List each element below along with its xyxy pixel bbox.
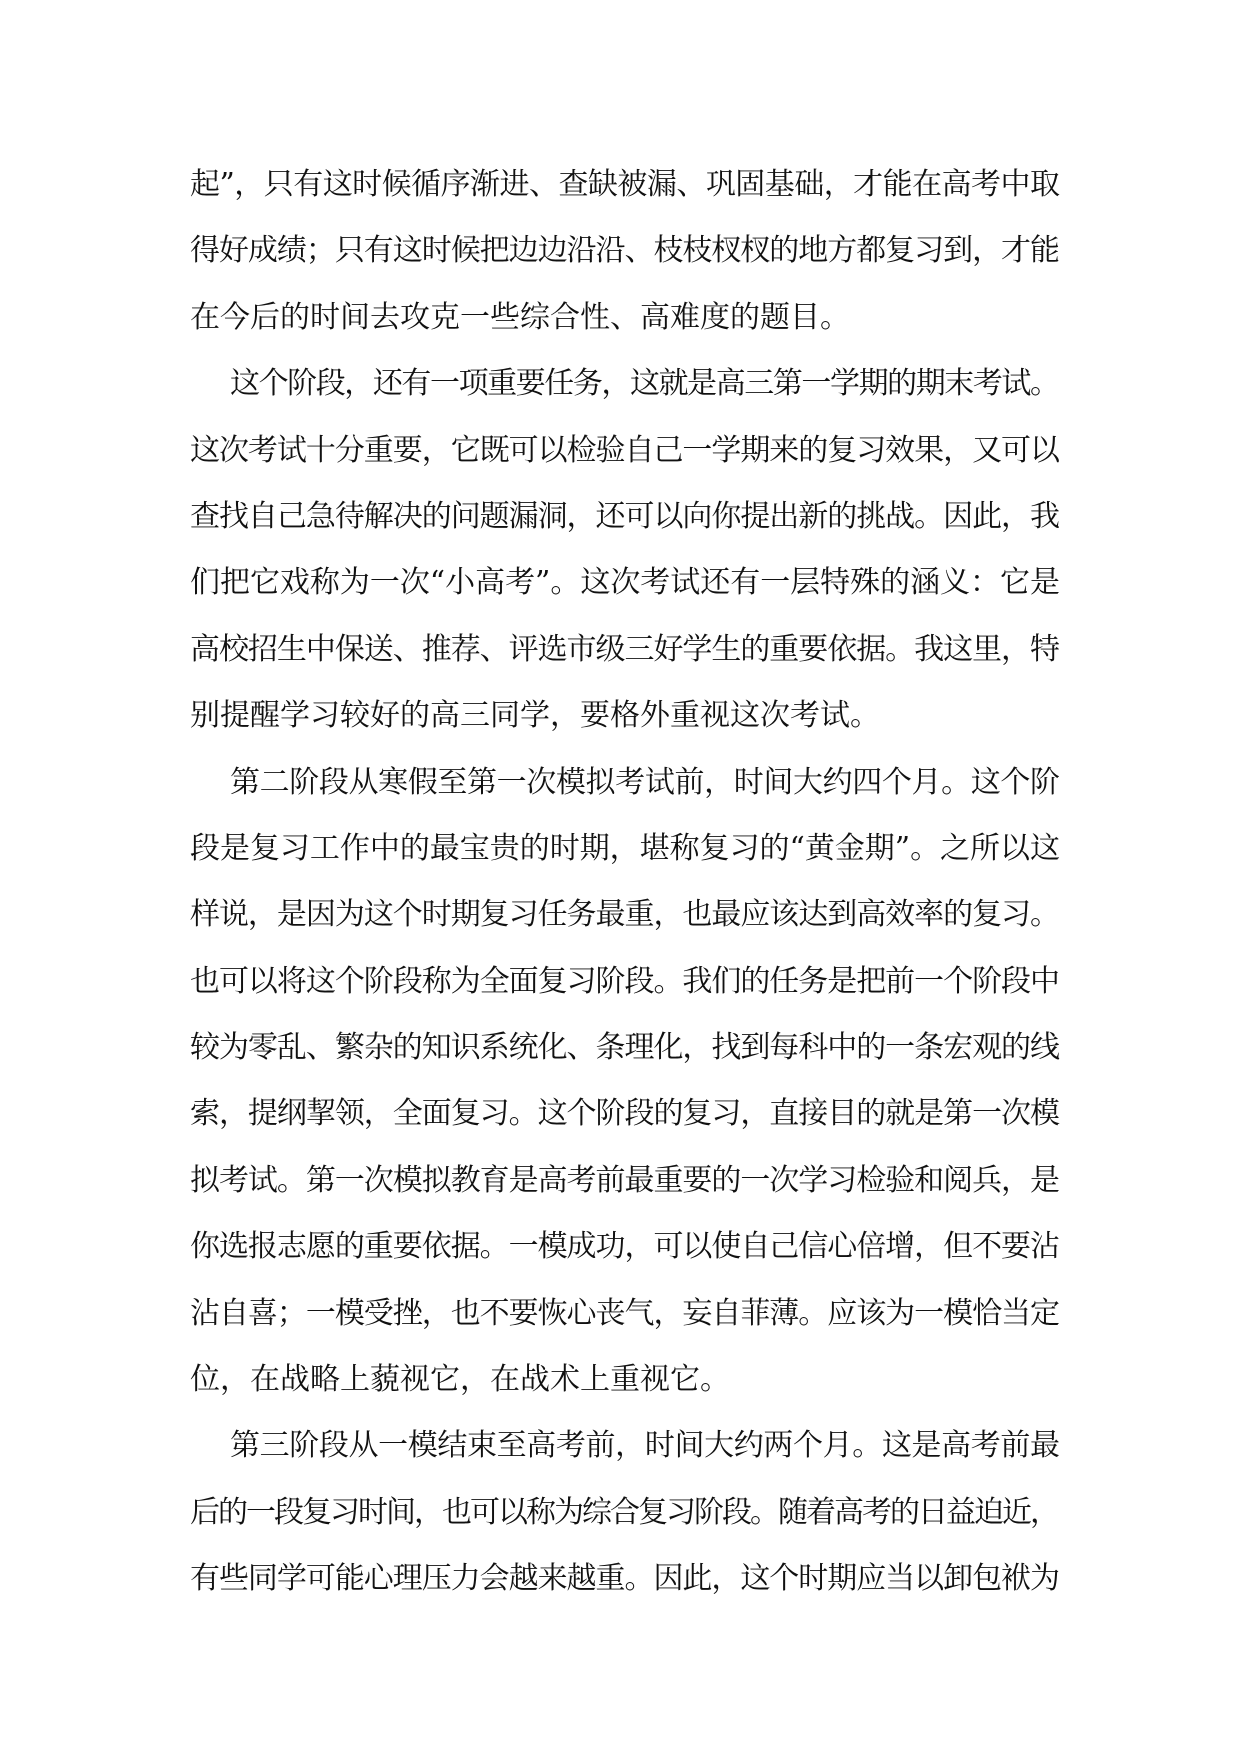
text-line: 这次考试十分重要，它既可以检验自己一学期来的复习效果，又可以	[190, 432, 1059, 468]
text-line: 有些同学可能心理压力会越来越重。因此，这个时期应当以卸包袱为	[190, 1561, 1059, 1597]
text-line: 位，在战略上藐视它，在战术上重视它。	[190, 1362, 730, 1398]
text-line: 这个阶段，还有一项重要任务，这就是高三第一学期的期末考试。	[230, 366, 1059, 402]
text-line: 样说，是因为这个时期复习任务最重，也最应该达到高效率的复习。	[190, 897, 1059, 933]
text-line: 查找自己急待解决的问题漏洞，还可以向你提出新的挑战。因此，我	[190, 498, 1059, 534]
text-line: 拟考试。第一次模拟教育是高考前最重要的一次学习检验和阅兵，是	[190, 1162, 1059, 1198]
text-line: 后的一段复习时间，也可以称为综合复习阶段。随着高考的日益迫近，	[190, 1494, 1058, 1530]
text-line: 得好成绩；只有这时候把边边沿沿、枝枝杈杈的地方都复习到，才能	[190, 233, 1059, 269]
text-line: 较为零乱、繁杂的知识系统化、条理化，找到每科中的一条宏观的线	[190, 1030, 1059, 1066]
text-line: 第二阶段从寒假至第一次模拟考试前，时间大约四个月。这个阶	[230, 764, 1060, 800]
text-line: 索，提纲挈领，全面复习。这个阶段的复习，直接目的就是第一次模	[190, 1096, 1059, 1132]
text-line: 在今后的时间去攻克一些综合性、高难度的题目。	[190, 299, 850, 335]
text-line: 沾自喜；一模受挫，也不要恢心丧气，妄自菲薄。应该为一模恰当定	[190, 1295, 1059, 1331]
text-line: 你选报志愿的重要依据。一模成功，可以使自己信心倍增，但不要沾	[190, 1229, 1059, 1265]
text-line: 高校招生中保送、推荐、评选市级三好学生的重要依据。我这里，特	[190, 631, 1059, 667]
text-line: 也可以将这个阶段称为全面复习阶段。我们的任务是把前一个阶段中	[190, 963, 1059, 999]
text-line: 第三阶段从一模结束至高考前，时间大约两个月。这是高考前最	[230, 1428, 1060, 1464]
text-line: 起”，只有这时候循序渐进、查缺被漏、巩固基础，才能在高考中取	[190, 167, 1060, 202]
text-line: 们把它戏称为一次“小高考”。这次考试还有一层特殊的涵义：它是	[190, 565, 1060, 601]
document-body	[190, 152, 1060, 1613]
text-line: 别提醒学习较好的高三同学，要格外重视这次考试。	[190, 698, 880, 734]
text-line: 段是复习工作中的最宝贵的时期，堪称复习的“黄金期”。之所以这	[190, 830, 1060, 866]
